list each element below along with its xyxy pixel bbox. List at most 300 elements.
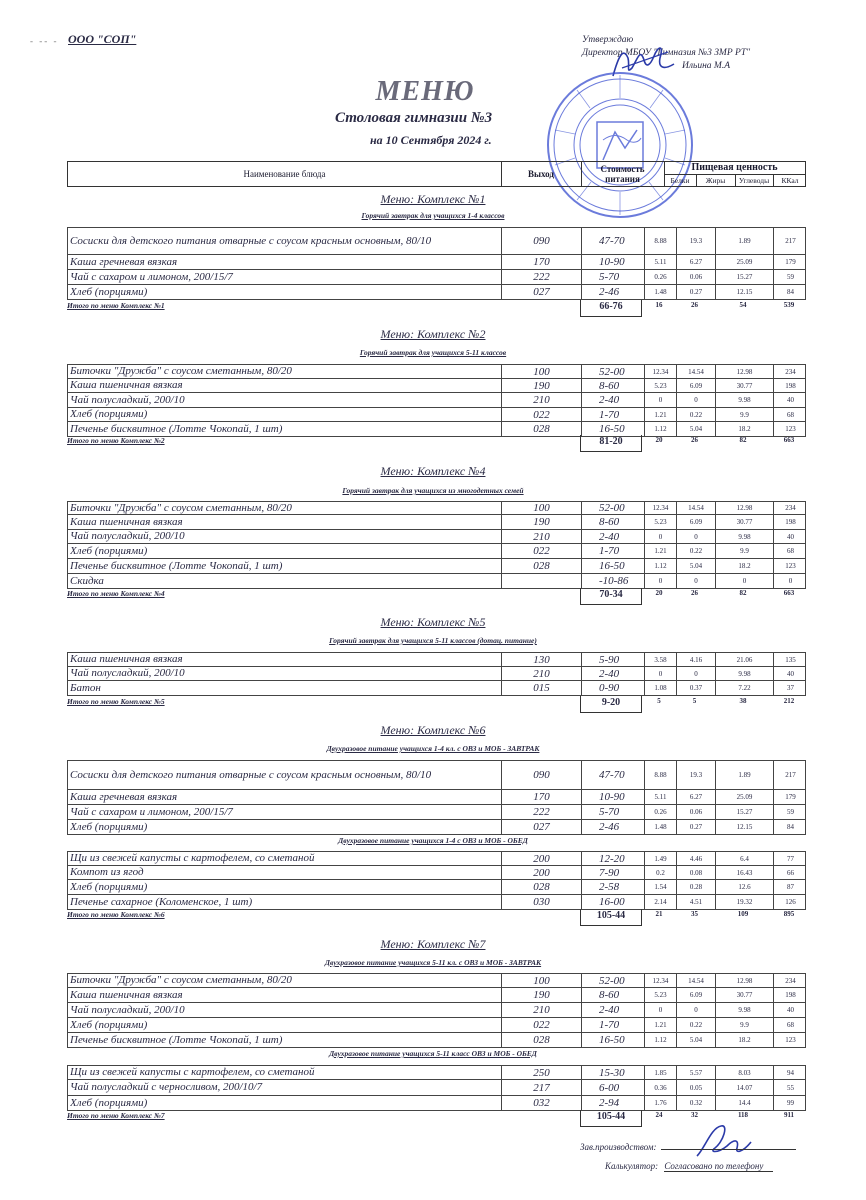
dish-price: 2-40: [581, 393, 643, 407]
dish-protein: 1.21: [644, 408, 676, 421]
dish-name: Каша пшеничная вязкая: [70, 988, 183, 1001]
dish-protein: 8.88: [644, 228, 676, 254]
dish-carbs: 9.9: [715, 408, 773, 421]
dish-output: 027: [501, 285, 581, 299]
dish-protein: 12.34: [644, 502, 676, 514]
page-title: МЕНЮ: [375, 76, 475, 107]
dish-output: 130: [501, 653, 581, 666]
section-title: Меню: Комплекс №4: [380, 464, 486, 478]
total-fat: 35: [691, 910, 698, 918]
dish-kcal: 68: [773, 408, 807, 421]
dish-carbs: 1.89: [715, 228, 773, 254]
total-carbs: 82: [739, 589, 747, 597]
dish-name: Печенье сахарное (Коломенское, 1 шт): [70, 895, 253, 908]
dish-price: 5-70: [581, 805, 643, 819]
total-row: [67, 910, 806, 926]
total-protein: 24: [655, 1111, 663, 1119]
dish-kcal: 126: [773, 895, 807, 909]
dish-kcal: 40: [773, 393, 807, 407]
table-row: [67, 790, 806, 805]
dish-fat: 0.27: [676, 285, 715, 299]
dish-carbs: 25.09: [715, 790, 773, 804]
dish-carbs: 25.09: [715, 255, 773, 269]
dish-output: 190: [501, 515, 581, 529]
dish-fat: 14.54: [676, 974, 715, 987]
dish-price: 2-58: [581, 880, 643, 894]
dish-protein: 5.23: [644, 988, 676, 1002]
table-row: [67, 515, 806, 530]
dish-kcal: 179: [773, 255, 807, 269]
dish-price: 5-90: [581, 653, 643, 666]
dish-fat: 19.3: [676, 761, 715, 789]
total-price: 66-76: [580, 300, 642, 317]
table-row: [67, 393, 806, 408]
dish-name: Хлеб (порциями): [70, 880, 148, 893]
dish-output: 170: [501, 255, 581, 269]
dish-name: Биточки "Дружба" с соусом сметанным, 80/20: [70, 365, 292, 377]
dish-output: 022: [501, 544, 581, 558]
dish-name: Скидка: [70, 574, 104, 587]
dish-output: 210: [501, 667, 581, 680]
dish-carbs: 1.89: [715, 761, 773, 789]
table-row: [67, 805, 806, 820]
table-row: [67, 530, 806, 544]
dish-fat: 14.54: [676, 502, 715, 514]
dish-price: 2-94: [581, 1096, 643, 1110]
section-title: Меню: Комплекс №6: [380, 723, 486, 737]
dish-price: 10-90: [581, 255, 643, 269]
dish-carbs: 9.98: [715, 1003, 773, 1017]
dish-protein: 0: [644, 667, 676, 680]
dish-price: 52-00: [581, 974, 643, 987]
dish-name: Чай полусладкий, 200/10: [70, 530, 185, 542]
dish-carbs: 9.98: [715, 667, 773, 680]
table-row: [67, 574, 806, 589]
table-row: [67, 652, 806, 667]
dish-kcal: 55: [773, 1080, 807, 1095]
dish-protein: 0: [644, 574, 676, 588]
dish-price: 10-90: [581, 790, 643, 804]
scan-marks: - -- -: [30, 36, 59, 46]
dish-price: 2-46: [581, 820, 643, 834]
table-row: [67, 1065, 806, 1080]
calculator-signature: [605, 1161, 773, 1171]
dish-name: Печенье бисквитное (Лотте Чокопай, 1 шт): [70, 559, 283, 572]
total-row: [67, 301, 806, 317]
dish-protein: 5.11: [644, 255, 676, 269]
dish-protein: 8.88: [644, 761, 676, 789]
dish-kcal: 84: [773, 285, 807, 299]
dish-output: 090: [501, 228, 581, 254]
table-row: [67, 820, 806, 835]
dish-kcal: 99: [773, 1096, 807, 1110]
table-row: [67, 866, 806, 880]
dish-carbs: 18.2: [715, 559, 773, 573]
table-row: [67, 559, 806, 574]
table-row: [67, 285, 806, 300]
dish-price: 2-40: [581, 667, 643, 680]
dish-protein: 1.21: [644, 1018, 676, 1032]
table-row: [67, 880, 806, 895]
dish-price: 52-00: [581, 365, 643, 378]
dish-price: 47-70: [581, 228, 643, 254]
dish-carbs: 14.4: [715, 1096, 773, 1110]
table-row: [67, 408, 806, 422]
total-protein: 20: [655, 436, 663, 444]
dish-protein: 5.11: [644, 790, 676, 804]
dish-carbs: 30.77: [715, 988, 773, 1002]
dish-output: 190: [501, 379, 581, 392]
table-row: [67, 227, 806, 255]
dish-name: Щи из свежей капусты с картофелем, со сметаной: [70, 1066, 315, 1078]
dish-protein: 5.23: [644, 515, 676, 529]
dish-protein: 1.12: [644, 1033, 676, 1047]
dish-output: 210: [501, 393, 581, 407]
dish-fat: 0.22: [676, 408, 715, 421]
total-price: 70-34: [580, 588, 642, 605]
col-price-l2: питания: [605, 174, 640, 184]
total-price: 105-44: [580, 909, 642, 926]
total-kcal: 911: [783, 1111, 795, 1119]
dish-carbs: 7.22: [715, 681, 773, 695]
page-subtitle: Столовая гимназии №3: [335, 110, 493, 126]
meal-subtitle: Горячий завтрак для учащихся 1-4 классов: [361, 211, 505, 220]
dish-kcal: 198: [773, 379, 807, 392]
total-kcal: 895: [783, 910, 795, 918]
dish-protein: 2.14: [644, 895, 676, 909]
total-carbs: 118: [737, 1111, 749, 1119]
dish-name: Батон: [70, 681, 101, 694]
total-carbs: 54: [739, 301, 747, 309]
production-signature-icon: [693, 1118, 753, 1163]
dish-name: Сосиски для детского питания отварные с соусом красным основным, 80/10: [70, 234, 432, 247]
total-fat: 26: [691, 301, 698, 309]
dish-kcal: 135: [773, 653, 807, 666]
dish-carbs: 12.6: [715, 880, 773, 894]
dish-output: 190: [501, 988, 581, 1002]
dish-output: 222: [501, 805, 581, 819]
dish-name: Чай с сахаром и лимоном, 200/15/7: [70, 270, 233, 283]
table-header: [67, 161, 806, 187]
total-kcal: 663: [783, 436, 795, 444]
dish-kcal: 198: [773, 988, 807, 1002]
total-row: [67, 589, 806, 605]
dish-price: 0-90: [581, 681, 643, 695]
col-output-header: Выход: [528, 169, 554, 179]
dish-protein: 0.26: [644, 805, 676, 819]
dish-name: Биточки "Дружба" с соусом сметанным, 80/20: [70, 502, 292, 514]
dish-price: 52-00: [581, 502, 643, 514]
dish-name: Каша пшеничная вязкая: [70, 515, 183, 528]
dish-protein: 5.23: [644, 379, 676, 392]
dish-carbs: 14.07: [715, 1080, 773, 1095]
table-row: [67, 973, 806, 988]
col-kcal-header: ККал: [781, 176, 799, 185]
calculator-value: Согласовано по телефону: [664, 1161, 773, 1172]
total-kcal: 663: [783, 589, 795, 597]
table-row: [67, 1003, 806, 1018]
dish-output: 170: [501, 790, 581, 804]
meal-subtitle: Двухразовое питание учащихся 1-4 с ОВЗ и МОБ - ОБЕД: [338, 836, 528, 845]
dish-fat: 5.04: [676, 1033, 715, 1047]
total-protein: 16: [655, 301, 663, 309]
dish-kcal: 59: [773, 805, 807, 819]
dish-name: Компот из ягод: [70, 866, 144, 878]
dish-output: 210: [501, 1003, 581, 1017]
dish-fat: 4.51: [676, 895, 715, 909]
dish-name: Чай полусладкий, 200/10: [70, 393, 185, 406]
dish-price: 16-50: [581, 422, 643, 436]
dish-carbs: 9.9: [715, 544, 773, 558]
dish-carbs: 18.2: [715, 422, 773, 436]
dish-kcal: 234: [773, 502, 807, 514]
total-protein: 5: [657, 697, 661, 705]
dish-name: Чай полусладкий, 200/10: [70, 667, 185, 679]
dish-price: 2-46: [581, 285, 643, 299]
table-row: [67, 544, 806, 559]
dish-output: [501, 574, 581, 588]
dish-kcal: 40: [773, 530, 807, 543]
dish-fat: 5.04: [676, 559, 715, 573]
dish-kcal: 40: [773, 1003, 807, 1017]
col-nutrition-header: Пищевая ценность: [691, 162, 778, 173]
dish-name: Печенье бисквитное (Лотте Чокопай, 1 шт): [70, 422, 283, 435]
section-title: Меню: Комплекс №5: [380, 615, 486, 629]
dish-price: 47-70: [581, 761, 643, 789]
total-label: Итого по меню Комплекс №2: [67, 436, 165, 445]
organization-name: ООО "СОП": [68, 32, 137, 46]
dish-output: 100: [501, 502, 581, 514]
dish-kcal: 198: [773, 515, 807, 529]
dish-price: 16-50: [581, 559, 643, 573]
dish-fat: 0.37: [676, 681, 715, 695]
dish-fat: 0: [676, 667, 715, 680]
dish-fat: 0.05: [676, 1080, 715, 1095]
dish-output: 028: [501, 1033, 581, 1047]
dish-fat: 0: [676, 393, 715, 407]
dish-protein: 1.08: [644, 681, 676, 695]
table-row: [67, 681, 806, 696]
dish-name: Хлеб (порциями): [70, 1018, 148, 1031]
dish-name: Сосиски для детского питания отварные с соусом красным основным, 80/10: [70, 768, 432, 781]
dish-protein: 1.21: [644, 544, 676, 558]
dish-fat: 0.08: [676, 866, 715, 879]
production-signature: [580, 1142, 796, 1152]
dish-protein: 1.48: [644, 820, 676, 834]
col-price-l1: Стоимость: [600, 164, 645, 174]
dish-kcal: 87: [773, 880, 807, 894]
table-row: [67, 364, 806, 379]
dish-carbs: 15.27: [715, 270, 773, 284]
dish-fat: 0.22: [676, 1018, 715, 1032]
dish-carbs: 12.15: [715, 285, 773, 299]
dish-name: Биточки "Дружба" с соусом сметанным, 80/20: [70, 974, 292, 986]
dish-protein: 0.2: [644, 866, 676, 879]
dish-name: Чай полусладкий с черносливом, 200/10/7: [70, 1081, 263, 1093]
dish-price: 8-60: [581, 515, 643, 529]
total-carbs: 82: [739, 436, 747, 444]
calculator-label: Калькулятор:: [605, 1161, 659, 1171]
dish-carbs: 21.06: [715, 653, 773, 666]
table-row: [67, 1080, 806, 1096]
table-row: [67, 1033, 806, 1048]
dish-kcal: 234: [773, 974, 807, 987]
total-label: Итого по меню Комплекс №7: [67, 1111, 165, 1120]
dish-protein: 1.54: [644, 880, 676, 894]
approve-label: Утверждаю: [582, 35, 634, 45]
dish-carbs: 12.15: [715, 820, 773, 834]
dish-fat: 5.04: [676, 422, 715, 436]
dish-fat: 19.3: [676, 228, 715, 254]
dish-price: 2-40: [581, 530, 643, 543]
table-row: [67, 255, 806, 270]
table-row: [67, 667, 806, 681]
dish-kcal: 217: [773, 228, 807, 254]
dish-price: 8-60: [581, 379, 643, 392]
dish-name: Печенье бисквитное (Лотте Чокопай, 1 шт): [70, 1033, 283, 1046]
dish-kcal: 123: [773, 422, 807, 436]
dish-kcal: 217: [773, 761, 807, 789]
dish-output: 022: [501, 1018, 581, 1032]
table-row: [67, 988, 806, 1003]
menu-date: на 10 Сентября 2024 г.: [370, 133, 492, 147]
dish-kcal: 123: [773, 1033, 807, 1047]
dish-protein: 3.58: [644, 653, 676, 666]
dish-price: -10-86: [581, 574, 643, 588]
total-row: [67, 436, 806, 452]
dish-carbs: 12.98: [715, 974, 773, 987]
total-row: [67, 697, 806, 713]
dish-price: 7-90: [581, 866, 643, 879]
table-row: [67, 379, 806, 393]
dish-carbs: 12.98: [715, 502, 773, 514]
dish-fat: 0.27: [676, 820, 715, 834]
total-kcal: 539: [783, 301, 795, 309]
approve-position: Директор МБОУ "Гимназия №3 ЗМР РТ": [582, 48, 751, 58]
total-price: 9-20: [580, 696, 642, 713]
table-row: [67, 895, 806, 910]
col-price-header: [581, 162, 664, 186]
dish-price: 1-70: [581, 544, 643, 558]
dish-price: 16-00: [581, 895, 643, 909]
table-row: [67, 1018, 806, 1033]
dish-price: 15-30: [581, 1066, 643, 1079]
dish-kcal: 84: [773, 820, 807, 834]
dish-protein: 1.48: [644, 285, 676, 299]
dish-kcal: 37: [773, 681, 807, 695]
dish-fat: 0.32: [676, 1096, 715, 1110]
dish-protein: 0: [644, 530, 676, 543]
dish-fat: 0: [676, 1003, 715, 1017]
dish-output: 210: [501, 530, 581, 543]
dish-name: Хлеб (порциями): [70, 408, 148, 420]
dish-carbs: 30.77: [715, 515, 773, 529]
dish-fat: 0.06: [676, 805, 715, 819]
dish-protein: 1.12: [644, 422, 676, 436]
production-label: Зав.производством:: [580, 1142, 657, 1152]
dish-fat: 0: [676, 574, 715, 588]
section-title: Меню: Комплекс №7: [380, 937, 486, 951]
table-row: [67, 851, 806, 866]
dish-fat: 6.09: [676, 515, 715, 529]
dish-fat: 0.06: [676, 270, 715, 284]
total-label: Итого по меню Комплекс №5: [67, 697, 165, 706]
dish-kcal: 234: [773, 365, 807, 378]
dish-carbs: 15.27: [715, 805, 773, 819]
total-fat: 26: [691, 436, 698, 444]
total-label: Итого по меню Комплекс №1: [67, 301, 165, 310]
dish-output: 200: [501, 852, 581, 865]
total-protein: 21: [655, 910, 663, 918]
dish-output: 028: [501, 880, 581, 894]
dish-kcal: 77: [773, 852, 807, 865]
dish-output: 090: [501, 761, 581, 789]
dish-fat: 4.16: [676, 653, 715, 666]
dish-name: Чай полусладкий, 200/10: [70, 1003, 185, 1016]
dish-output: 222: [501, 270, 581, 284]
dish-output: 100: [501, 365, 581, 378]
dish-name: Щи из свежей капусты с картофелем, со сметаной: [70, 852, 315, 864]
table-row: [67, 422, 806, 437]
dish-carbs: 6.4: [715, 852, 773, 865]
dish-kcal: 66: [773, 866, 807, 879]
table-row: [67, 270, 806, 285]
dish-protein: 12.34: [644, 365, 676, 378]
dish-price: 5-70: [581, 270, 643, 284]
total-price: 81-20: [580, 435, 642, 452]
total-fat: 5: [692, 697, 697, 705]
dish-name: Хлеб (порциями): [70, 820, 148, 833]
dish-carbs: 0: [715, 574, 773, 588]
dish-kcal: 0: [773, 574, 807, 588]
total-kcal: 212: [783, 697, 795, 705]
dish-protein: 12.34: [644, 974, 676, 987]
meal-subtitle: Двухразовое питание учащихся 1-4 кл. с ОВЗ и МОБ - ЗАВТРАК: [326, 744, 540, 753]
col-carbs-header: Углеводы: [738, 176, 770, 185]
total-fat: 32: [691, 1111, 698, 1119]
meal-subtitle: Двухразовое питание учащихся 5-11 класс ОВЗ и МОБ - ОБЕД: [329, 1049, 537, 1058]
dish-name: Каша гречневая вязкая: [70, 255, 178, 268]
dish-carbs: 16.43: [715, 866, 773, 879]
dish-protein: 1.76: [644, 1096, 676, 1110]
total-fat: 26: [691, 589, 698, 597]
table-row: [67, 760, 806, 790]
dish-price: 6-00: [581, 1080, 643, 1095]
dish-output: 028: [501, 422, 581, 436]
dish-output: 027: [501, 820, 581, 834]
approve-name: Ильина М.А: [682, 61, 731, 71]
dish-fat: 4.46: [676, 852, 715, 865]
table-row: [67, 501, 806, 515]
dish-output: 028: [501, 559, 581, 573]
dish-kcal: 179: [773, 790, 807, 804]
dish-name: Хлеб (порциями): [70, 285, 148, 298]
meal-subtitle: Горячий завтрак для учащихся 5-11 классов (дотац. питание): [329, 636, 537, 645]
dish-fat: 6.27: [676, 255, 715, 269]
dish-output: 022: [501, 408, 581, 421]
dish-output: 200: [501, 866, 581, 879]
dish-output: 250: [501, 1066, 581, 1079]
dish-carbs: 30.77: [715, 379, 773, 392]
dish-kcal: 68: [773, 544, 807, 558]
dish-name: Чай с сахаром и лимоном, 200/15/7: [70, 805, 233, 818]
dish-output: 030: [501, 895, 581, 909]
dish-output: 015: [501, 681, 581, 695]
dish-protein: 0: [644, 1003, 676, 1017]
dish-kcal: 68: [773, 1018, 807, 1032]
total-price: 105-44: [580, 1110, 642, 1127]
dish-carbs: 19.32: [715, 895, 773, 909]
